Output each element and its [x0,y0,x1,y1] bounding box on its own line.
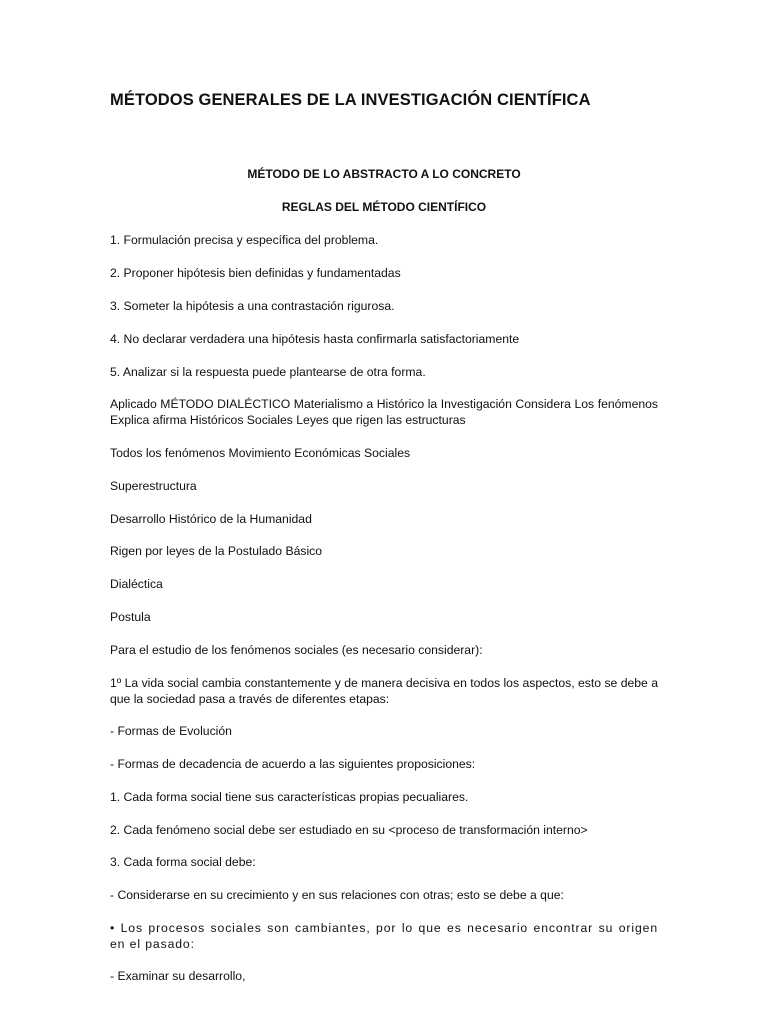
list-item-decadence: - Formas de decadencia de acuerdo a las siguientes proposiciones: [110,757,476,771]
rule-item-5: 5. Analizar si la respuesta puede plantearse de otra forma. [110,365,426,379]
paragraph-postula: Postula [110,610,151,624]
list-item-examine: - Examinar su desarrollo, [110,969,246,983]
proposition-3: 3. Cada forma social debe: [110,855,256,869]
paragraph-laws: Rigen por leyes de la Postulado Básico [110,544,323,558]
paragraph-dialectic: Aplicado MÉTODO DIALÉCTICO Materialismo a Histórico la Investigación Considera Los fenómenos Explica afirma Históricos Sociales Leyes que rigen las estructuras [110,397,658,427]
proposition-2: 2. Cada fenómeno social debe ser estudiado en su <proceso de transformación interno> [110,823,588,837]
rule-item-2: 2. Proponer hipótesis bien definidas y fundamentadas [110,266,401,280]
list-item-evolution: - Formas de Evolución [110,724,232,738]
bullet-social-processes: • Los procesos sociales son cambiantes, por lo que es necesario encontrar su origen en el pasado: [110,921,658,951]
rule-item-4: 4. No declarar verdadera una hipótesis hasta confirmarla satisfactoriamente [110,332,520,346]
paragraph-superstructure: Superestructura [110,479,197,493]
section-heading-rules: REGLAS DEL MÉTODO CIENTÍFICO [281,200,487,214]
rule-item-3: 3. Someter la hipótesis a una contrastación rigurosa. [110,299,395,313]
section-heading-method: MÉTODO DE LO ABSTRACTO A LO CONCRETO [247,167,521,181]
paragraph-study: Para el estudio de los fenómenos sociales (es necesario considerar): [110,643,483,657]
paragraph-development: Desarrollo Histórico de la Humanidad [110,512,312,526]
paragraph-dialectics: Dialéctica [110,577,163,591]
paragraph-social-life: 1º La vida social cambia constantemente y de manera decisiva en todos los aspectos, esto se debe a que la sociedad pasa a través de diferentes etapas: [110,676,658,706]
rule-item-1: 1. Formulación precisa y específica del problema. [110,233,379,247]
proposition-1: 1. Cada forma social tiene sus características propias pecualiares. [110,790,469,804]
list-item-consider: - Considerarse en su crecimiento y en sus relaciones con otras; esto se debe a que: [110,888,564,902]
paragraph-phenomena: Todos los fenómenos Movimiento Económicas Sociales [110,446,411,460]
page-title: MÉTODOS GENERALES DE LA INVESTIGACIÓN CIENTÍFICA [110,91,591,109]
